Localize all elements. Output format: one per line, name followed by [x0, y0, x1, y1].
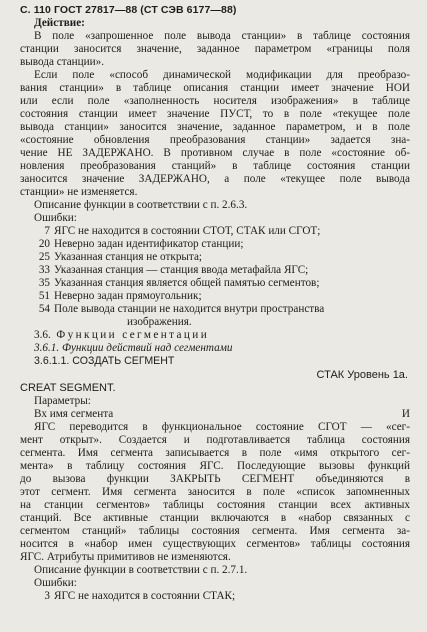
param-name: Вх имя сегмента [34, 408, 114, 420]
error-item [20, 290, 420, 303]
error-text: ЯГС не находится в состоянии СТОТ, СТАК или СГОТ; [54, 225, 321, 237]
error-item [20, 590, 420, 603]
errors-heading: Ошибки: [34, 577, 77, 589]
error-text: Указанная станция — станция ввода метафайла ЯГС; [54, 264, 309, 276]
level-label: СТАК Уровень 1а. [316, 369, 408, 381]
error-text: Неверно задан прямоугольник; [54, 290, 202, 302]
error-code: 51 [38, 290, 50, 302]
section-number: 3.6. [34, 329, 51, 341]
error-text: ЯГС не находится в состоянии СТАК; [54, 590, 236, 602]
text-line: станций. Все активные станции включаются в «набор связанных с [20, 512, 410, 524]
function-name: CREAT SEGMENT. [20, 382, 116, 394]
error-code: 25 [38, 251, 50, 263]
text-line: Описание функции в соответствии с п. 2.7.1. [34, 564, 248, 576]
error-code: 20 [38, 238, 50, 250]
error-item [20, 238, 420, 251]
text-line: заносится значение ЗАДЕРЖАНО, а поле «текущее поле вывода [20, 173, 410, 185]
error-code: 54 [38, 303, 50, 315]
text-line: станции заносится значение, заданное параметром «границы поля [20, 43, 410, 55]
text-line: чение НЕ ЗАДЕРЖАНО. В противном случае в поле «состояние об- [20, 147, 410, 159]
text-line: В поле «запрошенное поле вывода станции» в таблице состояния [34, 30, 410, 42]
error-code: 7 [44, 225, 50, 237]
text-line: Если поле «способ динамической модификации для преобразо- [34, 69, 410, 81]
error-code: 33 [38, 264, 50, 276]
page-header: С. 110 ГОСТ 27817—88 (СТ СЭВ 6177—88) [20, 4, 237, 16]
text-line: Описание функции в соответствии с п. 2.6.3. [34, 199, 248, 211]
error-text: Неверно задан идентификатор станции; [54, 238, 244, 250]
text-line: мент открыт». Создается и подготавливается таблица состояния [20, 434, 410, 446]
errors-heading: Ошибки: [34, 212, 77, 224]
text-line: или если поле «заполненность носителя изображения» в таблице [20, 95, 410, 107]
error-item-continuation: изображения. [127, 316, 192, 328]
error-text: Поле вывода станции не находится внутри пространства [54, 303, 325, 315]
text-line: новления преобразования станций» в таблице состояния станции [20, 160, 410, 172]
function-heading: 3.6.1.1. СОЗДАТЬ СЕГМЕНТ [34, 355, 175, 367]
error-text: Указанная станция не открыта; [54, 251, 203, 263]
text-line: этот сегмент. Имя сегмента заносится в поле «список запомненных [20, 486, 410, 498]
text-line: ЯГС переводится в функциональное состояние СГОТ — «сег- [34, 421, 410, 433]
text-line: «состояние обновления преобразования станции» задается зна- [20, 134, 410, 146]
error-code: 3 [44, 590, 50, 602]
text-line: сегментом станций» таблицы состояния сегмента. Имя сегмента за- [20, 525, 410, 537]
text-line: состояния станции имеет значение ПУСТ, то в поле «текущее поле [20, 108, 410, 120]
text-line: носится в «набор имен существующих сегментов» таблицы состояния [20, 538, 410, 550]
param-type: И [401, 408, 410, 420]
text-line: вывода станции». [20, 56, 105, 68]
text-line: станции» не изменяется. [20, 186, 138, 198]
text-line: на станции сегментов» таблицы состояния станции всех активных [20, 499, 410, 511]
action-heading: Действие: [34, 17, 85, 29]
text-line: вания станции» в таблице описания станции имеет значение НОИ [20, 82, 410, 94]
subsection-heading: 3.6.1. Функции действий над сегментами [34, 342, 233, 354]
text-line: сегмента. Имя сегмента записывается в поле «имя открытого сег- [20, 447, 410, 459]
section-heading [20, 329, 424, 342]
error-text: Указанная станция является общей памятью сегментов; [54, 277, 320, 289]
error-item [20, 251, 420, 264]
error-code: 35 [38, 277, 50, 289]
text-line: вывода станции» заносится значение, заданное параметром, и в поле [20, 121, 410, 133]
param-row [20, 408, 410, 421]
text-line: мента» в таблицу состояния ЯГС. Последующие вызовы функций [20, 460, 410, 472]
section-title: Функции сегментации [56, 329, 210, 341]
error-item [20, 264, 420, 277]
error-item [20, 225, 420, 238]
text-line: ЯГС. Атрибуты примитивов не изменяются. [20, 551, 231, 563]
text-line: до вызова функции ЗАКРЫТЬ СЕГМЕНТ объединяются в [20, 473, 410, 485]
error-item [20, 303, 420, 316]
error-item [20, 277, 420, 290]
params-label: Параметры: [34, 395, 91, 407]
